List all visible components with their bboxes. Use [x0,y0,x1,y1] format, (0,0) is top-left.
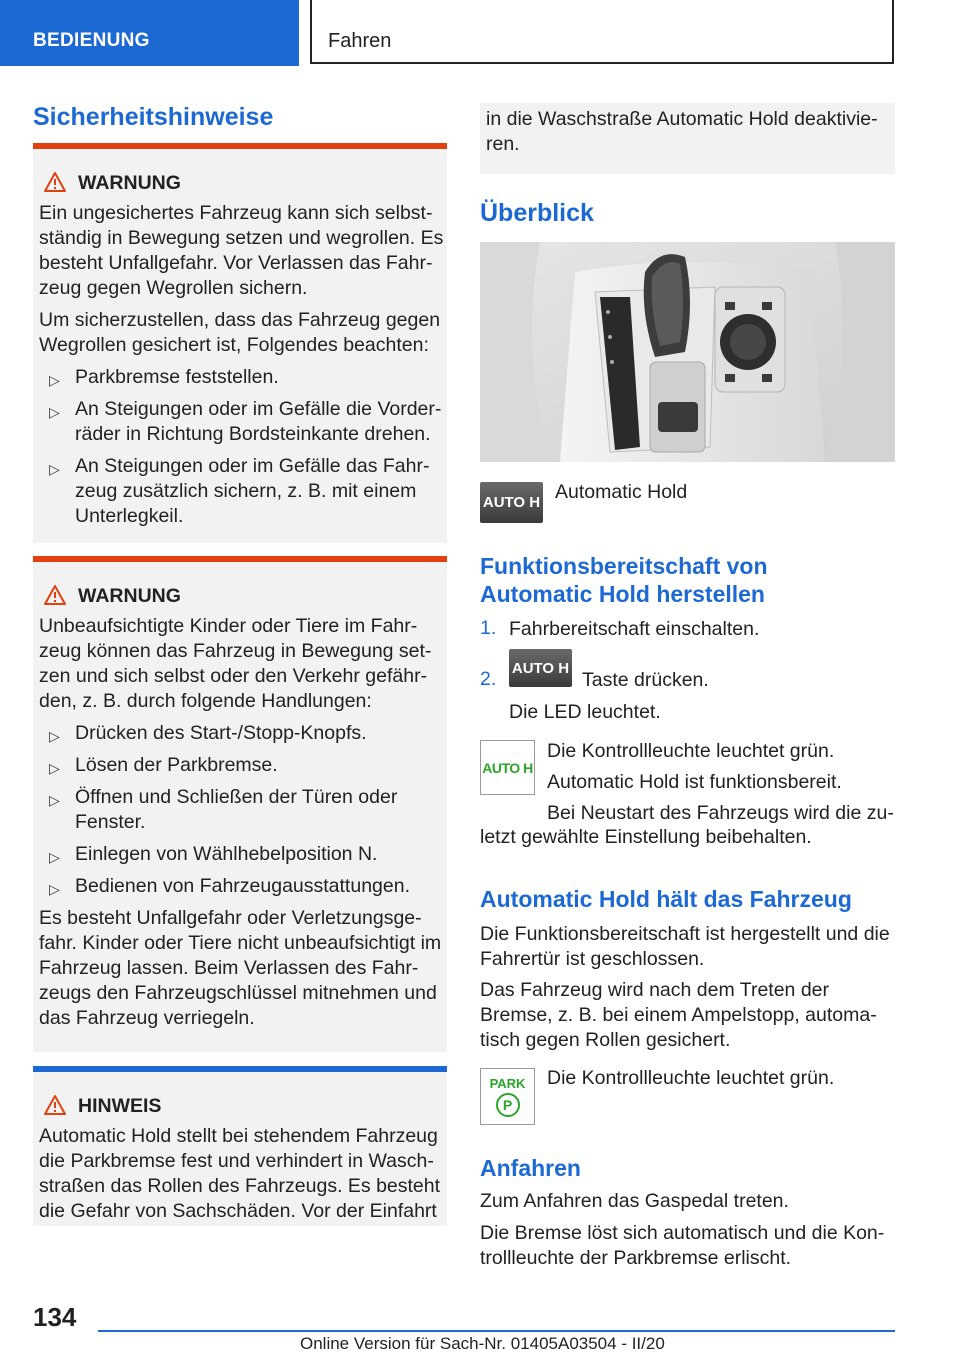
text-line: ständig in Bewegung setzen und wegrollen. Es [39,227,444,249]
auto-hold-button-icon [509,649,572,687]
text-line: besteht Unfallgefahr. Vor Verlassen das Fahr- [39,252,433,274]
text-line: Einlegen von Wählhebelposition N. [75,843,378,865]
list-item [39,454,444,529]
warning-paragraph [39,906,444,1031]
start-paragraph-1: Zum Anfahren das Gaspedal treten. [480,1190,789,1212]
warning-paragraph [39,614,444,714]
list-item [39,397,444,447]
step-number: 2. [480,668,497,690]
bullet-triangle-icon: ▷ [49,461,60,477]
overview-title: Überblick [480,199,594,227]
text-line: Fahrertür ist geschlossen. [480,948,705,970]
chapter-tab [310,0,894,64]
holds-paragraph-2 [480,978,877,1053]
step-item [480,649,895,693]
holds-paragraph-1 [480,922,890,972]
holds-title: Automatic Hold hält das Fahrzeug [480,886,852,912]
warning-bar [33,143,447,149]
button-caption: Automatic Hold [555,481,688,503]
notice-paragraph [39,1124,444,1224]
footer-rule [98,1330,895,1332]
text-line: fahr. Kinder oder Tiere nicht unbeaufsichtigt im [39,932,442,954]
step-item [480,617,895,647]
text-line: Es besteht Unfallgefahr oder Verletzungsge- [39,907,422,929]
park-text: Die Kontrollleuchte leuchtet grün. [547,1067,835,1089]
notice-bar [33,1066,447,1072]
list-item [39,753,444,778]
led-text: Die LED leuchtet. [509,701,661,723]
text-line: zeug gegen Wegrollen sichern. [39,277,308,299]
text-line: An Steigungen oder im Gefälle das Fahr- [75,455,430,477]
warning-paragraph [39,308,444,358]
list-item [39,842,444,867]
notice-label: HINWEIS [78,1095,162,1117]
text-line: Drücken des Start-/Stopp-Knopfs. [75,722,367,744]
step-text: Fahrbereitschaft einschalten. [509,618,760,640]
auto-hold-button-icon [480,482,543,523]
text-line: das Fahrzeug verriegeln. [39,1007,255,1029]
page-number: 134 [33,1302,77,1332]
indicator-text-cont: letzt gewählte Einstellung beibehalten. [480,826,812,848]
list-item [39,785,444,835]
notice-triangle-icon [43,1094,67,1116]
text-line: Fahrzeug lassen. Beim Verlassen des Fahr- [39,957,419,979]
warning-box-2 [33,556,447,1052]
title-line: Automatic Hold herstellen [480,581,765,607]
text-line: tisch gegen Rollen gesichert. [480,1029,731,1051]
text-line: Unterlegkeil. [75,505,184,527]
text-line: An Steigungen oder im Gefälle die Vorder- [75,398,442,420]
text-line: Bei Neustart des Fahrzeugs wird die zu- [547,802,894,824]
footer-text: Online Version für Sach-Nr. 01405A03504 - II/20 [300,1334,665,1353]
text-line: Fenster. [75,811,146,833]
park-label: PARK [489,1075,526,1091]
text-line: Öffnen und Schließen der Türen oder [75,786,398,808]
indicator-text [547,736,894,829]
warning-label: WARNUNG [78,172,181,194]
section-label: BEDIENUNG [33,30,150,51]
text-line: Das Fahrzeug wird nach dem Treten der [480,979,830,1001]
bullet-triangle-icon: ▷ [49,372,60,388]
park-indicator-icon [480,1068,535,1125]
warning-box-1 [33,143,447,543]
text-line: Unbeaufsichtigte Kinder oder Tiere im Fahr- [39,615,418,637]
bullet-triangle-icon: ▷ [49,404,60,420]
list-item [39,874,444,899]
text-line: räder in Richtung Bordsteinkante drehen. [75,423,431,445]
text-line: Automatic Hold ist funktionsbereit. [547,771,842,793]
text-line: Wegrollen gesichert ist, Folgendes beachten: [39,334,429,356]
notice-box [33,1066,447,1226]
text-line: Parkbremse feststellen. [75,366,279,388]
section-tab [0,0,299,66]
start-paragraph-2 [480,1221,884,1271]
warning-label: WARNUNG [78,585,181,607]
list-item [39,365,444,390]
bullet-triangle-icon: ▷ [49,728,60,744]
auto-hold-indicator-icon [480,740,535,795]
text-line: Die Kontrollleuchte leuchtet grün. [547,740,835,762]
text-line: die Parkbremse fest und verhindert in Wasch- [39,1150,434,1172]
button-icon-label: AUTO H [511,659,570,677]
text-line: Um sicherzustellen, dass das Fahrzeug gegen [39,309,441,331]
text-line: straßen das Rollen des Fahrzeugs. Es besteht [39,1175,441,1197]
text-line: Lösen der Parkbremse. [75,754,278,776]
chapter-label: Fahren [328,30,392,52]
text-line: zeug können das Fahrzeug in Bewegung set- [39,640,432,662]
text-line: Bremse, z. B. bei einem Ampelstopp, automa- [480,1004,877,1026]
step-text: Taste drücken. [582,669,709,691]
function-title [480,552,768,608]
step-number: 1. [480,617,497,639]
indicator-label: AUTO H [482,759,533,776]
bullet-triangle-icon: ▷ [49,881,60,897]
list-item [39,721,444,746]
text-line: die Gefahr von Sachschäden. Vor der Einfahrt [39,1200,437,1222]
text-line: Ein ungesichertes Fahrzeug kann sich selbst- [39,202,433,224]
bullet-triangle-icon: ▷ [49,792,60,808]
start-title: Anfahren [480,1155,581,1181]
text-line: zeug zusätzlich sichern, z. B. mit einem [75,480,417,502]
text-line: zeugs den Fahrzeugschlüssel mitnehmen und [39,982,437,1004]
text-line: den, z. B. durch folgende Handlungen: [39,690,372,712]
warning-triangle-icon [43,584,67,606]
section-title: Sicherheitshinweise [33,103,274,131]
button-icon-label: AUTO H [482,494,541,511]
text-line: Die Bremse löst sich automatisch und die Kon- [480,1222,885,1244]
text-line: trollleuchte der Parkbremse erlischt. [480,1247,792,1269]
warning-bar [33,556,447,562]
bullet-triangle-icon: ▷ [49,760,60,776]
text-line: Die Funktionsbereitschaft ist hergestellt und die [480,923,890,945]
bullet-triangle-icon: ▷ [49,849,60,865]
text-line: ren. [486,133,520,155]
warning-triangle-icon [43,171,67,193]
notice-box-continued [480,103,895,174]
text-line: in die Waschstraße Automatic Hold deaktivie- [486,108,878,130]
title-line: Funktionsbereitschaft von [480,553,768,579]
park-p-symbol: P [496,1093,520,1117]
text-line: zen und sich selbst oder den Verkehr gefähr- [39,665,428,687]
text-line: Automatic Hold stellt bei stehendem Fahrzeug [39,1125,438,1147]
warning-paragraph [39,201,444,301]
center-console-image [480,242,895,462]
text-line: Bedienen von Fahrzeugausstattungen. [75,875,410,897]
